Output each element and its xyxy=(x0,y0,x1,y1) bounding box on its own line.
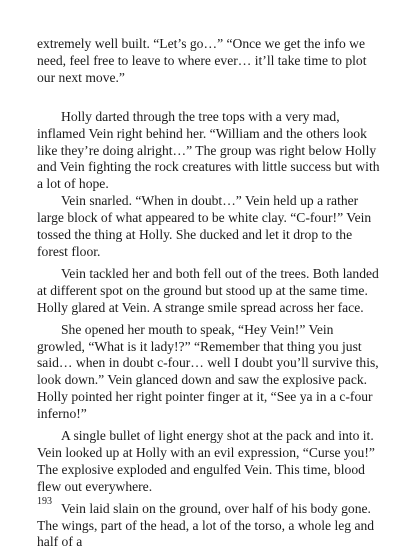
body-text xyxy=(37,36,383,556)
paragraph: A single bullet of light energy shot at the pack and into it. Vein looked up at Holly with an evil expression, “Curse you!” The explosive exploded and engulfed Vein. This time, blood flew out everywhere. xyxy=(37,428,375,494)
paragraph: Vein tackled her and both fell out of the trees. Both landed at different spot on the ground but stood up at the same time. Holly glared at Vein. A strange smile spread across her face. xyxy=(37,265,379,315)
paragraph: Vein laid slain on the ground, over half of his body gone. The wings, part of the head, a lot of the torso, a whole leg and half of a xyxy=(37,500,375,550)
paragraph: Vein snarled. “When in doubt…” Vein held up a rather large block of what appeared to be white clay. “C-four!” Vein tossed the thing at Holly. She ducked and let it drop to the forest floor. xyxy=(37,193,372,259)
paragraph-continued: extremely well built. “Let’s go…” “Once we get the info we need, feel free to leave to where ever… it’ll take time to plot our next move.” xyxy=(37,36,367,85)
paragraph: She opened her mouth to speak, “Hey Vein!” Vein growled, “What is it lady!?” “Remember that thing you just said… when in doubt c-four… well I doubt you’ll survive this, look down.” Vein glanced down and saw the explosive pack. Holly pointed her right pointer finger at it, “See ya in a c-four inferno!” xyxy=(37,321,379,422)
paragraph: Holly darted through the tree tops with a very mad, inflamed Vein right behind her. “William and the others look like they’re doing alright…” The group was right below Holly and Vein fighting the rock creatures with little success but with a lot of hope. xyxy=(37,108,380,192)
page-number: 193 xyxy=(37,496,52,507)
